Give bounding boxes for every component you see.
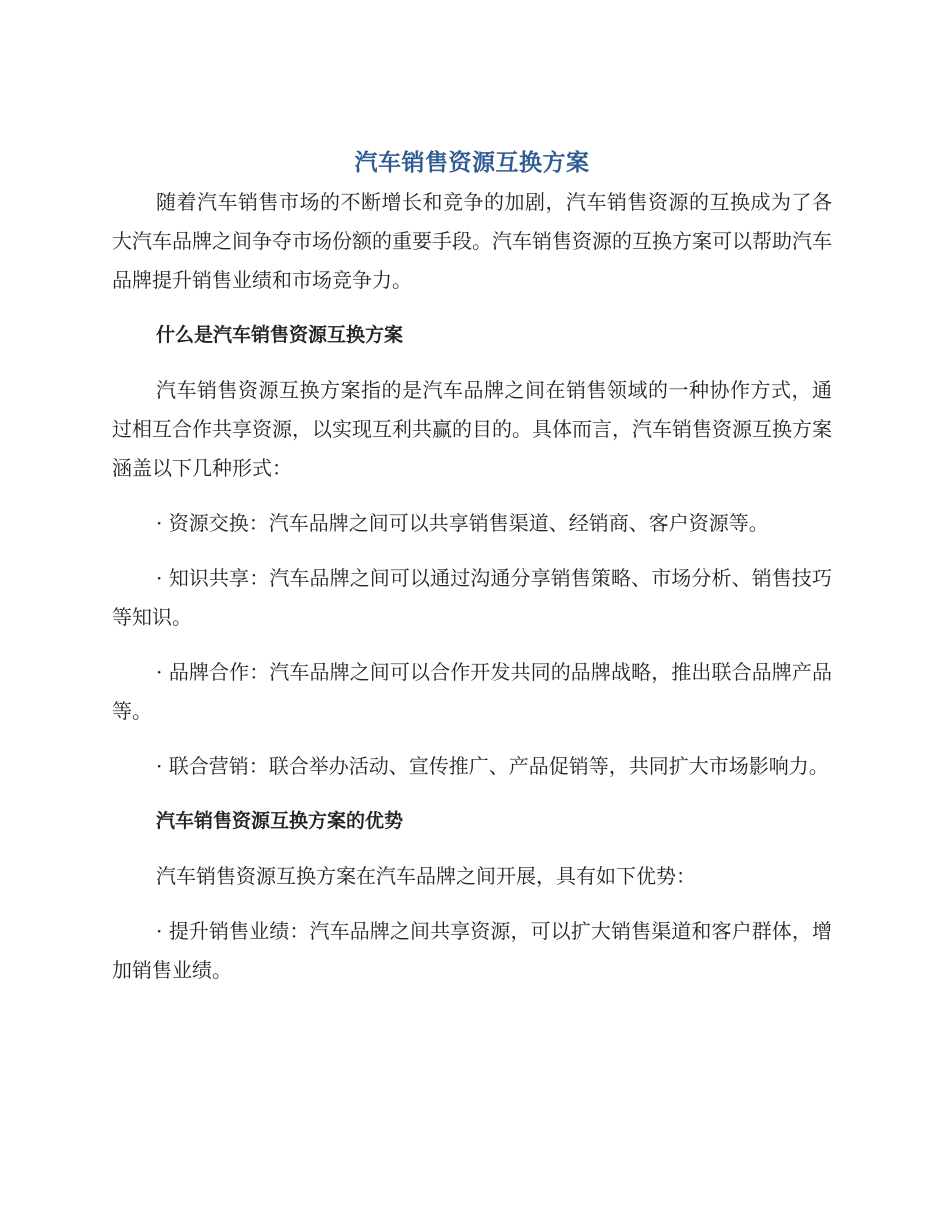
section1-paragraph: 汽车销售资源互换方案指的是汽车品牌之间在销售领域的一种协作方式，通过相互合作共享资源，以实现互利共赢的目的。具体而言，汽车销售资源互换方案涵盖以下几种形式： [112, 378, 832, 480]
intro-paragraph: 随着汽车销售市场的不断增长和竞争的加剧，汽车销售资源的互换成为了各大汽车品牌之间争夺市场份额的重要手段。汽车销售资源的互换方案可以帮助汽车品牌提升销售业绩和市场竞争力。 [112, 190, 832, 292]
list-item-joint-marketing: · 联合营销：联合举办活动、宣传推广、产品促销等，共同扩大市场影响力。 [156, 754, 829, 778]
document-title: 汽车销售资源互换方案 [354, 150, 590, 176]
section2-paragraph: 汽车销售资源互换方案在汽车品牌之间开展，具有如下优势： [156, 864, 696, 888]
list-item-boost-sales: · 提升销售业绩：汽车品牌之间共享资源，可以扩大销售渠道和客户群体，增加销售业绩。 [112, 919, 832, 982]
document-page [112, 143, 832, 990]
list-item-resource-exchange: · 资源交换：汽车品牌之间可以共享销售渠道、经销商、客户资源等。 [156, 511, 769, 535]
list-item-brand-cooperation: · 品牌合作：汽车品牌之间可以合作开发共同的品牌战略，推出联合品牌产品等。 [112, 660, 832, 723]
section-heading-advantages: 汽车销售资源互换方案的优势 [156, 810, 404, 832]
section-heading-what-is: 什么是汽车销售资源互换方案 [156, 324, 404, 346]
list-item-knowledge-sharing: · 知识共享：汽车品牌之间可以通过沟通分享销售策略、市场分析、销售技巧等知识。 [112, 566, 832, 629]
